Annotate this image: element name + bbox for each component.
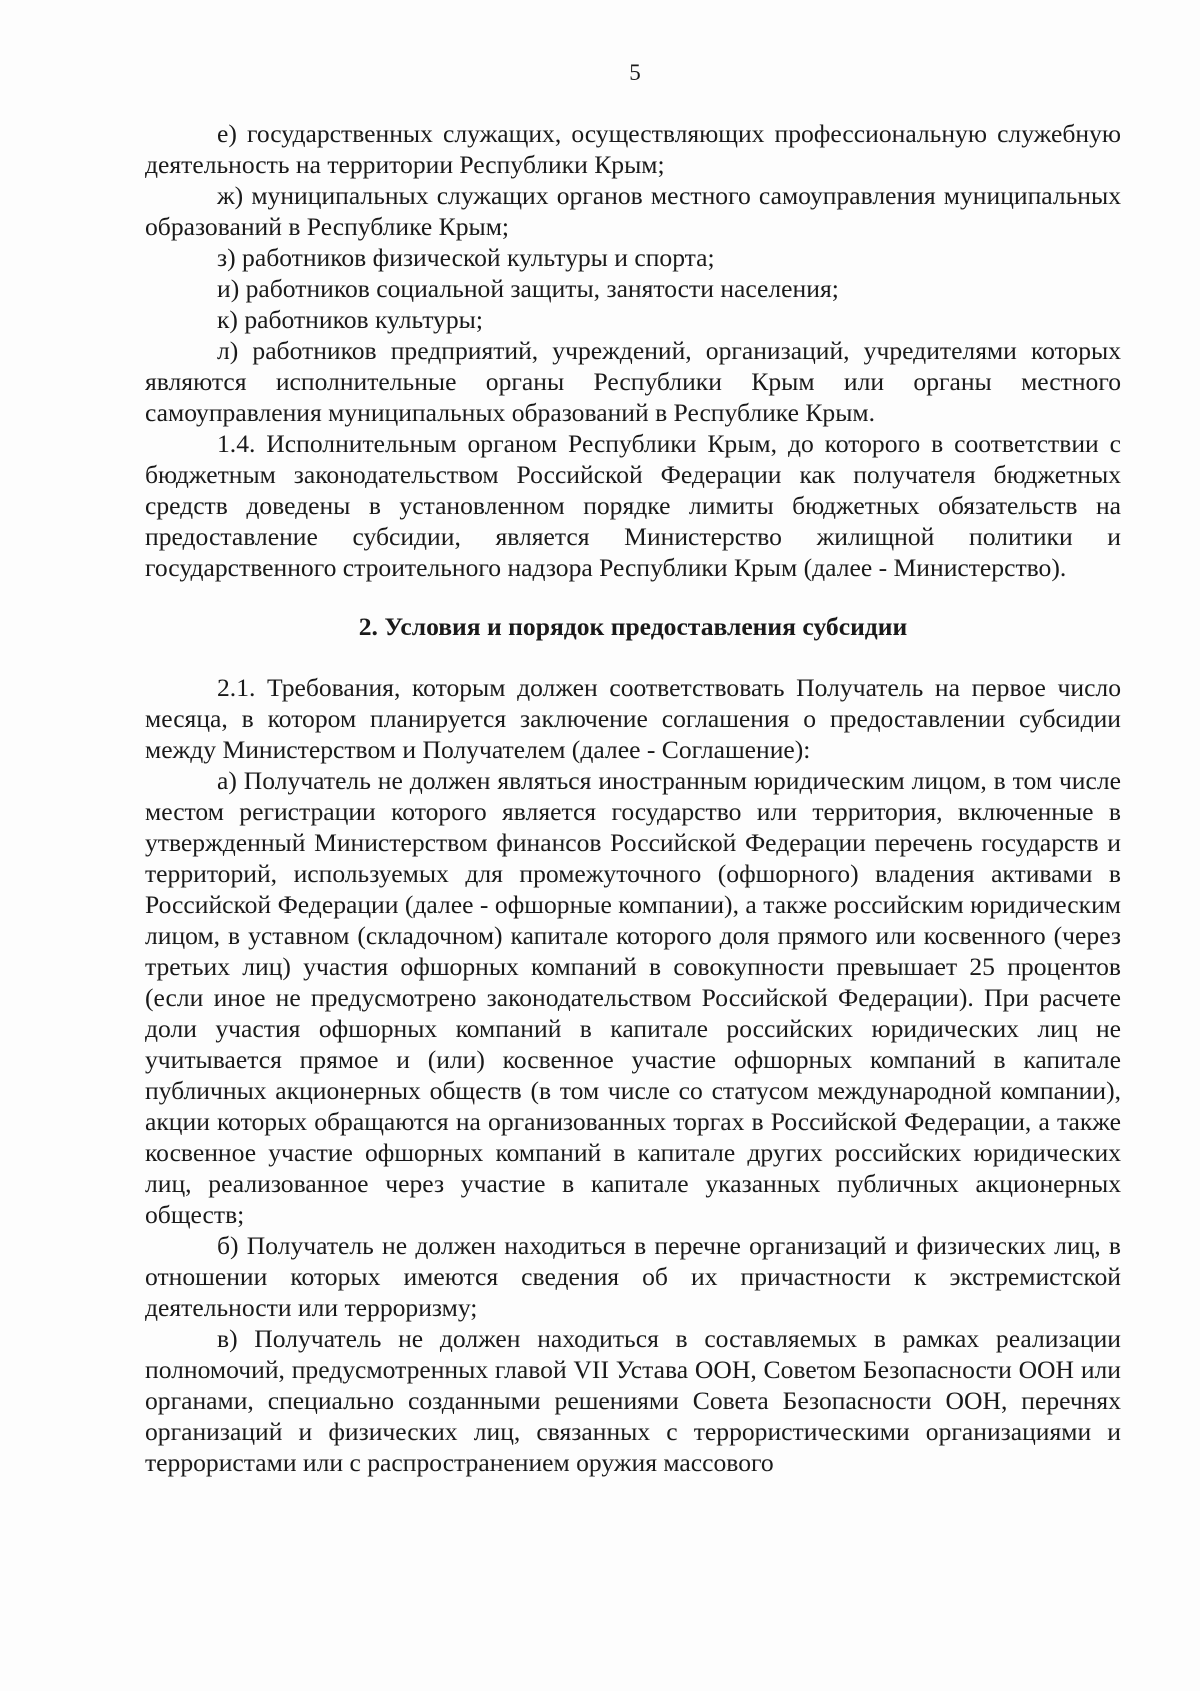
paragraph-k: к) работников культуры; <box>217 305 483 334</box>
section-heading: 2. Условия и порядок предоставления субсидии <box>358 612 908 641</box>
spacer <box>145 642 1121 672</box>
page-number: 5 <box>629 60 641 85</box>
paragraph-e: е) государственных служащих, осуществляющих профессиональную служебную деятельность на территории Республики Крым; <box>145 119 1121 179</box>
paragraph-i: и) работников социальной защиты, занятости населения; <box>217 274 839 303</box>
paragraph-a: а) Получатель не должен являться иностранным юридическим лицом, в том числе местом регистрации которого является государство или территория, включенные в утвержденный Министерством финансов Российской Федерации перечень государств и территорий, используемых для промежуточного (офшорного) владения активами в Российской Федерации (далее - офшорные компании), а также российским юридическим лицом, в уставном (складочном) капитале которого доля прямого или косвенного (через третьих лиц) участия офшорных компаний в совокупности превышает 25 процентов (если иное не предусмотрено законодательством Российской Федерации). При расчете доли участия офшорных компаний в капитале российских юридических лиц не учитывается прямое и (или) косвенное участие офшорных компаний в капитале публичных акционерных обществ (в том числе со статусом международной компании), акции которых обращаются на организованных торгах в Российской Федерации, а также косвенное участие офшорных компаний в капитале других российских юридических лиц, реализованное через участие в капитале указанных публичных акционерных обществ; <box>145 766 1121 1229</box>
paragraph-z: з) работников физической культуры и спорта; <box>217 243 715 272</box>
paragraph-b: б) Получатель не должен находиться в перечне организаций и физических лиц, в отношении которых имеются сведения об их причастности к экстремистской деятельности или терроризму; <box>145 1231 1121 1322</box>
paragraph-l: л) работников предприятий, учреждений, организаций, учредителями которых являются исполнительные органы Республики Крым или органы местного самоуправления муниципальных образований в Республике Крым. <box>145 336 1121 427</box>
paragraph-2-1: 2.1. Требования, которым должен соответствовать Получатель на первое число месяца, в котором планируется заключение соглашения о предоставлении субсидии между Министерством и Получателем (далее - Соглашение): <box>145 673 1121 764</box>
paragraph-v: в) Получатель не должен находиться в составляемых в рамках реализации полномочий, предусмотренных главой VII Устава ООН, Советом Безопасности ООН или органами, специально созданными решениями Совета Безопасности ООН, перечнях организаций и физических лиц, связанных с террористическими организациями и террористами или с распространением оружия массового <box>145 1324 1121 1477</box>
paragraph-1-4: 1.4. Исполнительным органом Республики Крым, до которого в соответствии с бюджетным законодательством Российской Федерации как получателя бюджетных средств доведены в установленном порядке лимиты бюджетных обязательств на предоставление субсидии, является Министерство жилищной политики и государственного строительного надзора Республики Крым (далее - Министерство). <box>145 429 1121 582</box>
paragraph-zh: ж) муниципальных служащих органов местного самоуправления муниципальных образований в Республике Крым; <box>145 181 1121 241</box>
document-body <box>145 118 1121 1478</box>
spacer <box>145 583 1121 611</box>
